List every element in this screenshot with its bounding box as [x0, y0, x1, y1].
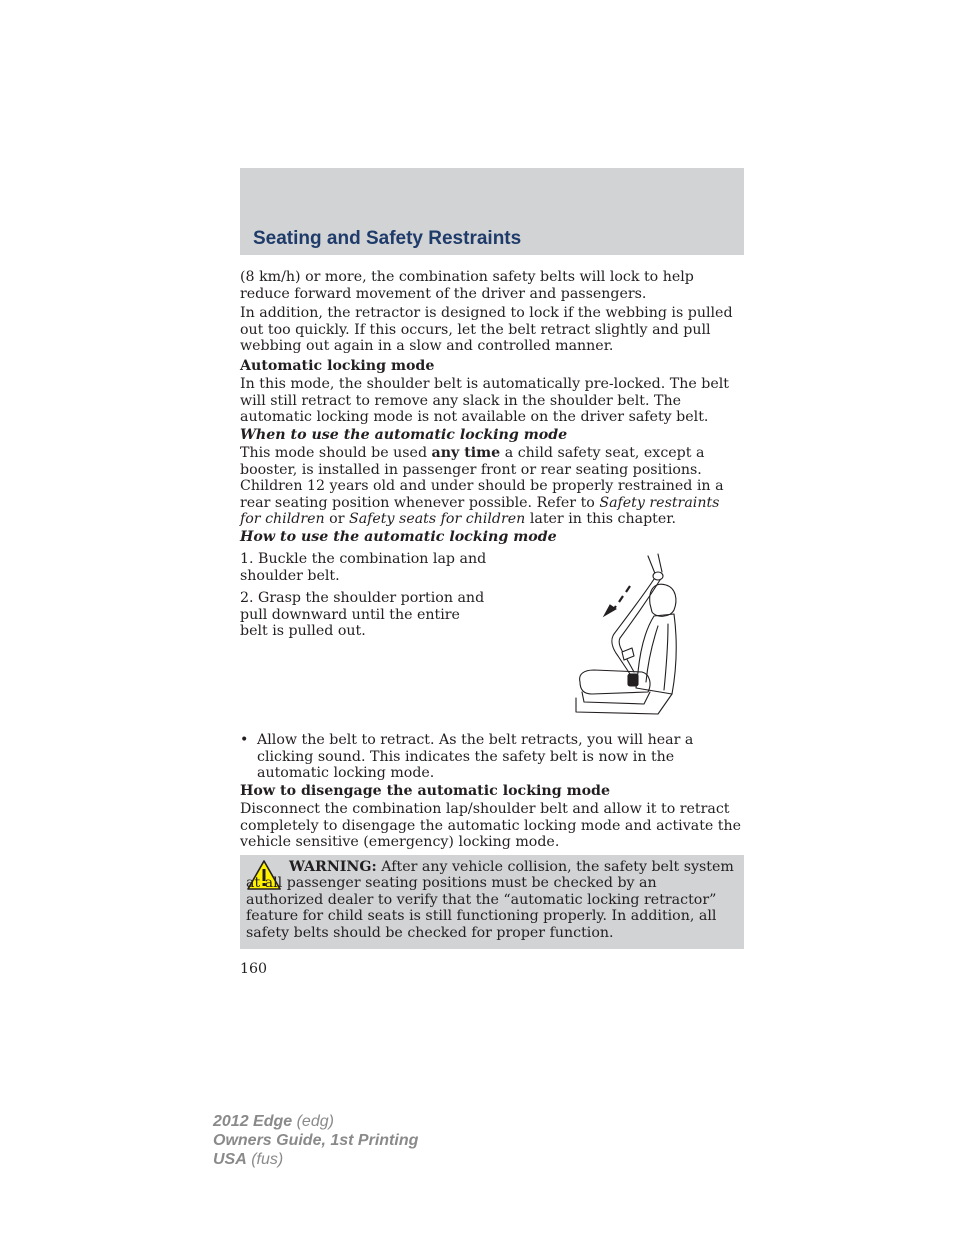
- paragraph-when-to-use: [240, 445, 744, 528]
- warning-box: [240, 855, 744, 949]
- paragraph-retractor: In addition, the retractor is designed to lock if the webbing is pulled out too quickly. If this occurs, let the belt retract slightly and pull webbing out again in a slow and controlled manner.: [240, 305, 733, 355]
- step-2: 2. Grasp the shoulder portion and pull downward until the entire belt is pulled out.: [240, 590, 485, 640]
- bullet-item: [240, 732, 744, 782]
- page-number: 160: [240, 961, 268, 977]
- footer-model: 2012 Edge: [213, 1113, 293, 1130]
- footer-printing: Owners Guide, 1st Printing: [213, 1132, 419, 1149]
- section-title: Seating and Safety Restraints: [253, 228, 522, 249]
- reference-safety-restraints-for-children: Safety restraints for children: [240, 494, 720, 528]
- text-run: or: [324, 511, 349, 528]
- footer-market: USA: [213, 1151, 247, 1168]
- heading-how-to-disengage: How to disengage the automatic locking mode: [240, 783, 611, 799]
- heading-automatic-locking-mode: Automatic locking mode: [240, 358, 435, 374]
- footer-market-code: (fus): [246, 1151, 284, 1168]
- warning-text: [246, 859, 738, 941]
- footer-model-code: (edg): [292, 1113, 334, 1130]
- text-run: This mode should be used: [240, 445, 432, 461]
- footer-line-3: [213, 1150, 418, 1169]
- bullet-dot: •: [240, 732, 249, 748]
- bullet-text: Allow the belt to retract. As the belt retracts, you will hear a clicking sound. This indicates the safety belt is now in the automatic locking mode.: [257, 732, 694, 782]
- text-run: a child safety seat, except a booster, is installed in passenger front or rear seating positions. Children 12 years old and under should be properly restrained in a rear seating position whenever possible. Refer to: [240, 445, 724, 511]
- heading-how-to-use: How to use the automatic locking mode: [240, 529, 557, 545]
- heading-when-to-use: When to use the automatic locking mode: [240, 427, 568, 443]
- paragraph-speed-lock: (8 km/h) or more, the combination safety belts will lock to help reduce forward movement of the driver and passengers.: [240, 269, 694, 302]
- paragraph-disengage: Disconnect the combination lap/shoulder belt and allow it to retract completely to disengage the automatic locking mode and activate the vehicle sensitive (emergency) locking mode.: [240, 801, 742, 851]
- footer-line-1: [213, 1112, 418, 1131]
- paragraph-automatic-mode: In this mode, the shoulder belt is automatically pre-locked. The belt will still retract to remove any slack in the shoulder belt. The automatic locking mode is not available on the driver safety belt.: [240, 376, 730, 426]
- seat-belt-illustration: [572, 552, 682, 718]
- footer-line-2: [213, 1131, 418, 1150]
- warning-message: After any vehicle collision, the safety belt system at all passenger seating positions must be checked by an authorized dealer to verify that the “automatic locking retractor” feature for child seats is still functioning properly. In addition, all safety belts should be checked for proper function.: [246, 859, 734, 941]
- text-run: later in this chapter.: [525, 511, 677, 528]
- step-1: 1. Buckle the combination lap and shoulder belt.: [240, 551, 487, 584]
- footer-imprint: [213, 1112, 418, 1169]
- warning-label: WARNING:: [289, 859, 377, 875]
- text-any-time: any time: [431, 445, 501, 461]
- reference-safety-seats-for-children: Safety seats for children: [348, 511, 526, 528]
